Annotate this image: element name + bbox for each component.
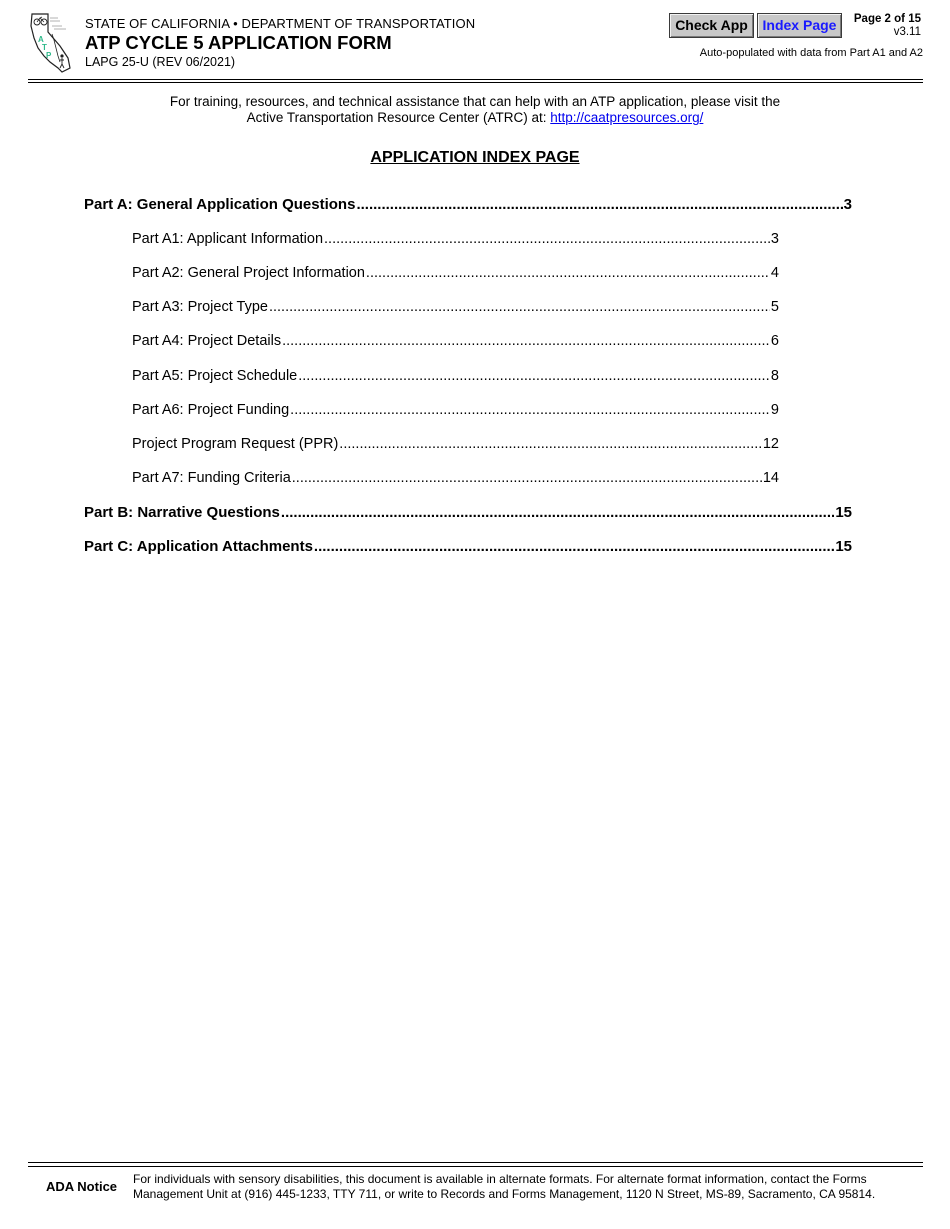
page-footer xyxy=(28,1162,923,1201)
toc-page-number: 15 xyxy=(835,504,852,521)
toc-page-number: 8 xyxy=(770,368,779,384)
toc-page-number: 9 xyxy=(770,402,779,418)
toc-page-number: 14 xyxy=(762,470,779,486)
toc-leader xyxy=(298,368,770,384)
toc-page-number: 3 xyxy=(843,196,852,213)
toc-label: Part A4: Project Details xyxy=(132,333,282,349)
toc-page-number: 5 xyxy=(770,299,779,315)
intro-line-2 xyxy=(0,110,950,126)
toc-part-a[interactable] xyxy=(84,196,852,213)
toc-part-a1[interactable] xyxy=(132,231,779,247)
page-info xyxy=(854,13,921,39)
agency-line: STATE OF CALIFORNIA • DEPARTMENT OF TRANSPORTATION xyxy=(85,16,476,31)
toc-leader xyxy=(281,504,834,521)
toc-part-a7[interactable] xyxy=(132,470,779,486)
toc-leader xyxy=(356,196,842,213)
intro-text xyxy=(0,94,950,126)
check-app-button[interactable]: Check App xyxy=(669,13,754,38)
toc-leader xyxy=(339,436,762,452)
svg-text:T: T xyxy=(42,43,47,52)
toc-ppr[interactable] xyxy=(132,436,779,452)
toc-part-a4[interactable] xyxy=(132,333,779,349)
toc-label: Part A5: Project Schedule xyxy=(132,368,298,384)
toc-leader xyxy=(324,231,770,247)
toc-part-a5[interactable] xyxy=(132,368,779,384)
toc-page-number: 6 xyxy=(770,333,779,349)
toc-leader xyxy=(366,265,770,281)
toc-leader xyxy=(314,538,834,555)
toc-label: Part A2: General Project Information xyxy=(132,265,365,281)
toc-page-number: 15 xyxy=(835,538,852,555)
svg-text:A: A xyxy=(38,35,44,44)
toc-page-number: 4 xyxy=(770,265,779,281)
toc-page-number: 3 xyxy=(770,231,779,247)
auto-populated-note: Auto-populated with data from Part A1 and A2 xyxy=(699,47,923,59)
form-code: LAPG 25-U (REV 06/2021) xyxy=(85,55,236,69)
form-title: ATP CYCLE 5 APPLICATION FORM xyxy=(85,32,392,53)
header-divider-top xyxy=(28,79,923,80)
toc-label: Part A3: Project Type xyxy=(132,299,268,315)
toc-label: Part C: Application Attachments xyxy=(84,538,313,555)
header-divider-bottom xyxy=(28,82,923,83)
footer-divider xyxy=(28,1162,923,1169)
page-indicator: Page 2 of 15 xyxy=(853,13,921,25)
toc-part-a3[interactable] xyxy=(132,299,779,315)
atp-california-logo xyxy=(28,12,74,74)
toc-part-b[interactable] xyxy=(84,504,852,521)
toc-part-a6[interactable] xyxy=(132,402,779,418)
svg-text:P: P xyxy=(46,51,52,60)
toc-page-number: 12 xyxy=(762,436,779,452)
toc-part-c[interactable] xyxy=(84,538,852,555)
ada-notice-text: For individuals with sensory disabilities, this document is available in alternate formats. For alternate format information, contact the Forms Management Unit at (916) 445-1233, TTY 711, or write to Records and Forms Management, 1120 N Street, MS-89, Sacramento, CA 95814. xyxy=(133,1172,876,1201)
toc-leader xyxy=(290,402,770,418)
toc-label: Part A1: Applicant Information xyxy=(132,231,324,247)
toc-label: Part A7: Funding Criteria xyxy=(132,470,291,486)
title-block xyxy=(85,16,475,70)
ada-notice-label: ADA Notice xyxy=(46,1179,118,1194)
toc-label: Part A6: Project Funding xyxy=(132,402,290,418)
toc-label: Project Program Request (PPR) xyxy=(132,436,339,452)
atrc-link[interactable]: http://caatpresources.org/ xyxy=(550,110,704,125)
index-page-button[interactable]: Index Page xyxy=(757,13,842,38)
version-label: v3.11 xyxy=(893,26,921,38)
page-heading: APPLICATION INDEX PAGE xyxy=(370,149,580,166)
toc-label: Part A: General Application Questions xyxy=(84,196,356,213)
toc-part-a2[interactable] xyxy=(132,265,779,281)
intro-line-2-text: Active Transportation Resource Center (ATRC) at: xyxy=(246,110,547,125)
toc-label: Part B: Narrative Questions xyxy=(84,504,280,521)
page-header xyxy=(28,10,923,76)
toc-leader xyxy=(269,299,770,315)
intro-line-1: For training, resources, and technical assistance that can help with an ATP application, please visit the xyxy=(169,94,781,109)
toc-leader xyxy=(292,470,762,486)
toc-leader xyxy=(282,333,770,349)
